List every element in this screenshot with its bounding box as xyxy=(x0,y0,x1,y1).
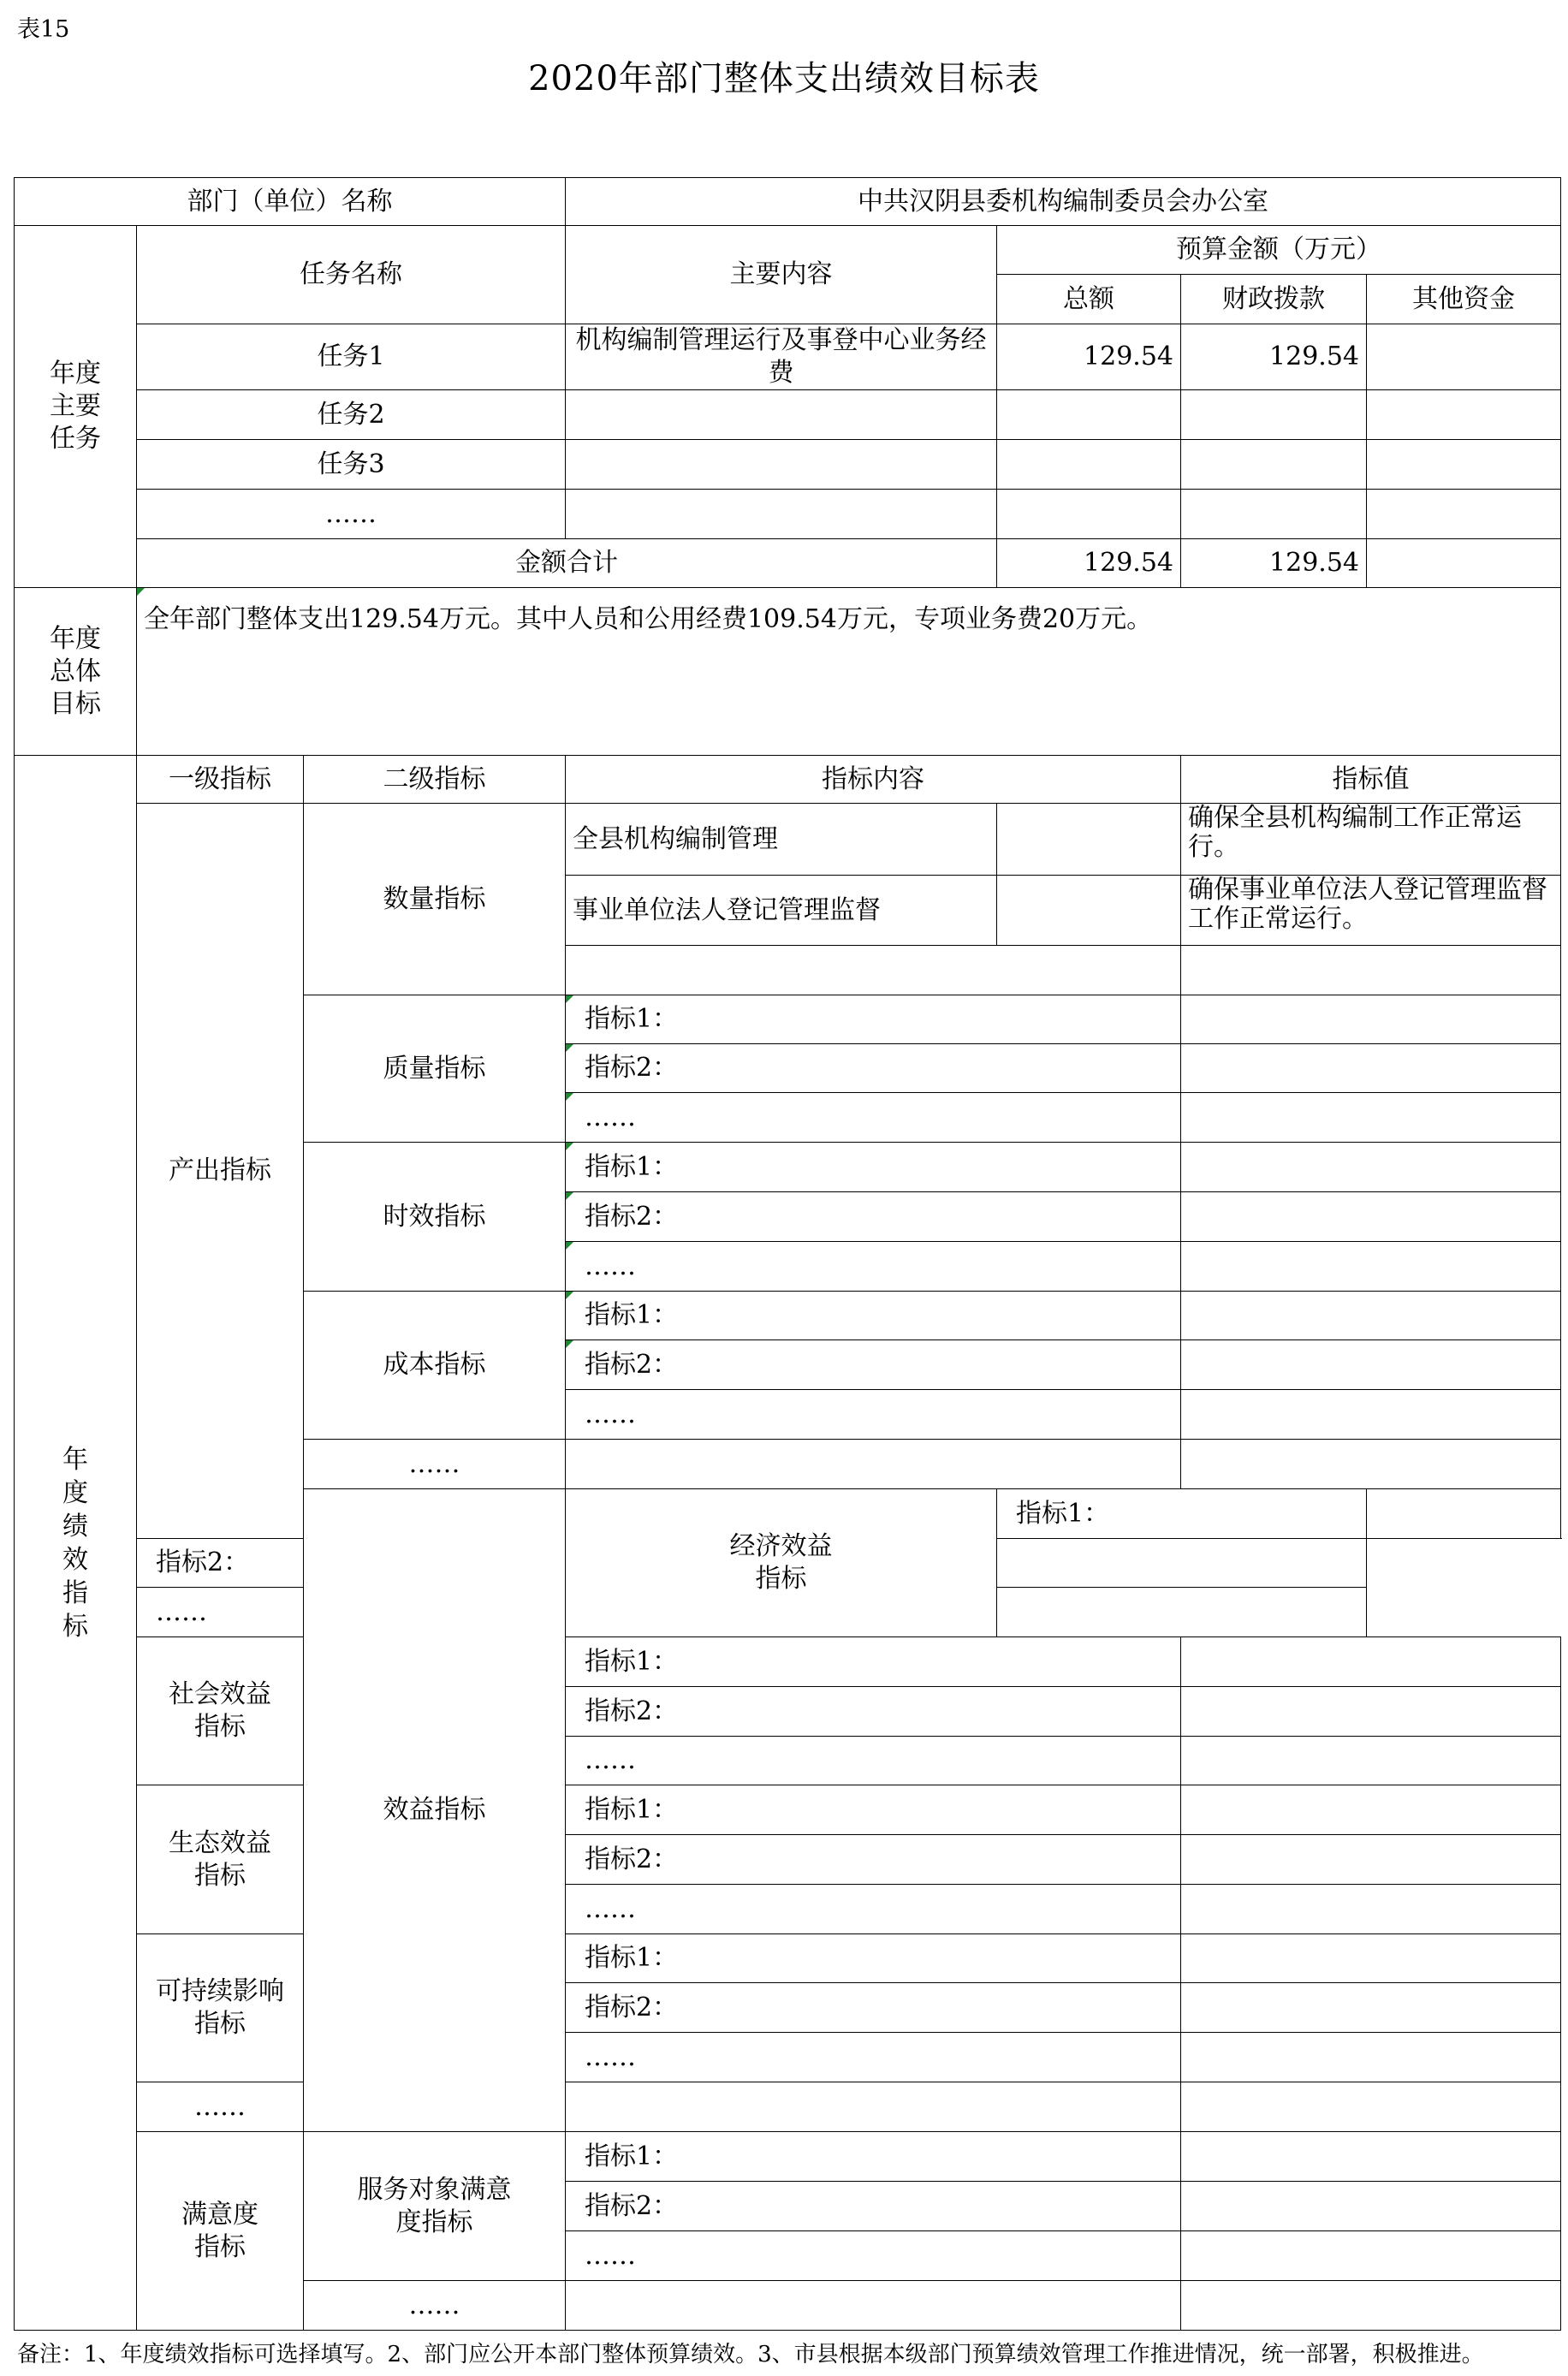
task-content-header: 主要内容 xyxy=(566,226,997,324)
indicator-value xyxy=(1181,1340,1561,1390)
task-content xyxy=(566,390,997,440)
indicator-content: 事业单位法人登记管理监督 xyxy=(566,876,997,946)
indicator-value xyxy=(1181,995,1561,1044)
indicator-value xyxy=(1181,1440,1561,1489)
task-other xyxy=(1367,324,1561,390)
indicator-value xyxy=(1181,1785,1561,1835)
indicator-value xyxy=(1181,1983,1561,2033)
task-total xyxy=(997,390,1181,440)
dept-value: 中共汉阴县委机构编制委员会办公室 xyxy=(566,178,1561,226)
indicator-value xyxy=(1181,1737,1561,1785)
indicator-value xyxy=(1181,1192,1561,1242)
task-row xyxy=(15,390,1561,440)
task-total: 129.54 xyxy=(997,324,1181,390)
task-fiscal xyxy=(1181,490,1367,539)
sum-fiscal: 129.54 xyxy=(1181,539,1367,588)
task-name: 任务3 xyxy=(137,440,566,490)
indicator-value xyxy=(1181,1242,1561,1292)
value-header: 指标值 xyxy=(1181,756,1561,804)
indicator-content: 指标1： xyxy=(566,1292,1181,1340)
service-label: 服务对象满意度指标 xyxy=(304,2132,566,2281)
sum-label: 金额合计 xyxy=(137,539,997,588)
indicator-content xyxy=(566,2082,1181,2132)
total-header: 总额 xyxy=(997,275,1181,324)
task-content xyxy=(566,440,997,490)
indicator-content: 指标2： xyxy=(566,1983,1181,2033)
indicator-value xyxy=(1181,1637,1561,1687)
indicator-content xyxy=(566,1440,1181,1489)
quality-label: 质量指标 xyxy=(304,995,566,1143)
indicator-value xyxy=(1181,946,1561,995)
task-total xyxy=(997,490,1181,539)
indicator-content: …… xyxy=(566,1242,1181,1292)
cost-label: 成本指标 xyxy=(304,1292,566,1440)
content-header: 指标内容 xyxy=(566,756,1181,804)
indicator-value xyxy=(1367,1489,1561,1539)
task-other xyxy=(1367,390,1561,440)
indicator-row xyxy=(15,804,1561,876)
task-content: 机构编制管理运行及事登中心业务经费 xyxy=(566,324,997,390)
indicator-blank xyxy=(997,804,1181,876)
benefit-label: 效益指标 xyxy=(304,1489,566,2132)
perf-header-row xyxy=(15,756,1561,804)
indicator-content xyxy=(566,2281,1181,2331)
indicator-value xyxy=(997,1588,1367,1637)
indicator-content: 指标2： xyxy=(137,1539,566,1588)
task-name: …… xyxy=(137,490,566,539)
indicator-value xyxy=(1181,1292,1561,1340)
sum-total: 129.54 xyxy=(997,539,1181,588)
output-more-label: …… xyxy=(304,1440,566,1489)
footnote: 备注：1、年度绩效指标可选择填写。2、部门应公开本部门整体预算绩效。3、市县根据本级部门预算绩效管理工作推进情况，统一部署，积极推进。 xyxy=(17,2342,1484,2367)
indicator-content: 指标1： xyxy=(566,1143,1181,1192)
performance-target-table xyxy=(14,177,1561,2331)
indicator-value: 确保全县机构编制工作正常运行。 xyxy=(1181,804,1561,876)
indicator-content: …… xyxy=(566,2231,1181,2281)
indicator-value xyxy=(1181,2231,1561,2281)
indicator-row xyxy=(15,2132,1561,2182)
task-other xyxy=(1367,490,1561,539)
indicator-content: 指标2： xyxy=(566,2182,1181,2231)
task-row xyxy=(15,490,1561,539)
indicator-value xyxy=(1181,1687,1561,1737)
indicator-row xyxy=(15,1934,1561,1983)
task-other xyxy=(1367,440,1561,490)
indicator-value xyxy=(1181,2281,1561,2331)
indicator-content xyxy=(566,946,1181,995)
task-row xyxy=(15,440,1561,490)
indicator-value xyxy=(1181,2132,1561,2182)
task-name: 任务2 xyxy=(137,390,566,440)
indicator-content: 指标2： xyxy=(566,1835,1181,1885)
sustainable-label: 可持续影响指标 xyxy=(137,1934,304,2082)
indicator-content: 指标1： xyxy=(566,2132,1181,2182)
indicator-content: 全县机构编制管理 xyxy=(566,804,997,876)
fiscal-header: 财政拨款 xyxy=(1181,275,1367,324)
budget-header: 预算金额（万元） xyxy=(997,226,1561,275)
timeliness-label: 时效指标 xyxy=(304,1143,566,1292)
indicator-content: …… xyxy=(566,1093,1181,1143)
indicator-value xyxy=(1181,1835,1561,1885)
indicator-row xyxy=(15,1637,1561,1687)
indicator-value xyxy=(1181,2082,1561,2132)
indicator-content: …… xyxy=(566,1885,1181,1934)
satisfaction-label: 满意度指标 xyxy=(137,2132,304,2331)
indicator-value xyxy=(1181,1044,1561,1093)
task-total xyxy=(997,440,1181,490)
economic-label: 经济效益指标 xyxy=(566,1489,997,1637)
indicator-content: 指标2： xyxy=(566,1192,1181,1242)
indicator-content: …… xyxy=(566,2033,1181,2082)
page-title: 2020年部门整体支出绩效目标表 xyxy=(528,59,1040,98)
indicator-value xyxy=(1181,2033,1561,2082)
indicator-value xyxy=(1181,1934,1561,1983)
task-fiscal xyxy=(1181,440,1367,490)
indicator-content: 指标1： xyxy=(566,1934,1181,1983)
table-number: 表15 xyxy=(17,16,70,43)
sum-row xyxy=(15,539,1561,588)
social-label: 社会效益指标 xyxy=(137,1637,304,1785)
quantity-label: 数量指标 xyxy=(304,804,566,995)
task-content xyxy=(566,490,997,539)
task-fiscal xyxy=(1181,390,1367,440)
indicator-content: 指标2： xyxy=(566,1340,1181,1390)
l1-header: 一级指标 xyxy=(137,756,304,804)
indicator-row xyxy=(15,2082,1561,2132)
task-row xyxy=(15,324,1561,390)
task-name-header: 任务名称 xyxy=(137,226,566,324)
indicator-content: 指标1： xyxy=(566,995,1181,1044)
indicator-value xyxy=(1181,1143,1561,1192)
indicator-content: 指标1： xyxy=(566,1785,1181,1835)
l2-header: 二级指标 xyxy=(304,756,566,804)
indicator-content: …… xyxy=(566,1737,1181,1785)
indicator-blank xyxy=(997,876,1181,946)
indicator-value xyxy=(1181,1390,1561,1440)
tasks-header-row xyxy=(15,226,1561,275)
indicator-content: …… xyxy=(137,1588,566,1637)
indicator-content: 指标2： xyxy=(566,1687,1181,1737)
indicator-content: 指标1： xyxy=(566,1637,1181,1687)
benefit-more-label: …… xyxy=(137,2082,304,2132)
satisfaction-more-label: …… xyxy=(304,2281,566,2331)
dept-row xyxy=(15,178,1561,226)
ecological-label: 生态效益指标 xyxy=(137,1785,304,1934)
indicator-value xyxy=(1181,1093,1561,1143)
goal-text: 全年部门整体支出129.54万元。其中人员和公用经费109.54万元，专项业务费20万元。 xyxy=(137,588,1561,756)
sum-other xyxy=(1367,539,1561,588)
output-label: 产出指标 xyxy=(137,804,304,1539)
indicator-content: …… xyxy=(566,1390,1181,1440)
perf-section-label: 年度绩效指标 xyxy=(15,756,137,2331)
indicator-row xyxy=(15,1785,1561,1835)
dept-label: 部门（单位）名称 xyxy=(15,178,566,226)
indicator-value: 确保事业单位法人登记管理监督工作正常运行。 xyxy=(1181,876,1561,946)
task-fiscal: 129.54 xyxy=(1181,324,1367,390)
task-name: 任务1 xyxy=(137,324,566,390)
indicator-content: 指标2： xyxy=(566,1044,1181,1093)
indicator-value xyxy=(997,1539,1367,1588)
other-header: 其他资金 xyxy=(1367,275,1561,324)
indicator-value xyxy=(1181,1885,1561,1934)
goal-label: 年度总体目标 xyxy=(15,588,137,756)
indicator-value xyxy=(1181,2182,1561,2231)
tasks-section-label: 年度主要任务 xyxy=(15,226,137,588)
indicator-content: 指标1： xyxy=(997,1489,1367,1539)
goal-row xyxy=(15,588,1561,756)
